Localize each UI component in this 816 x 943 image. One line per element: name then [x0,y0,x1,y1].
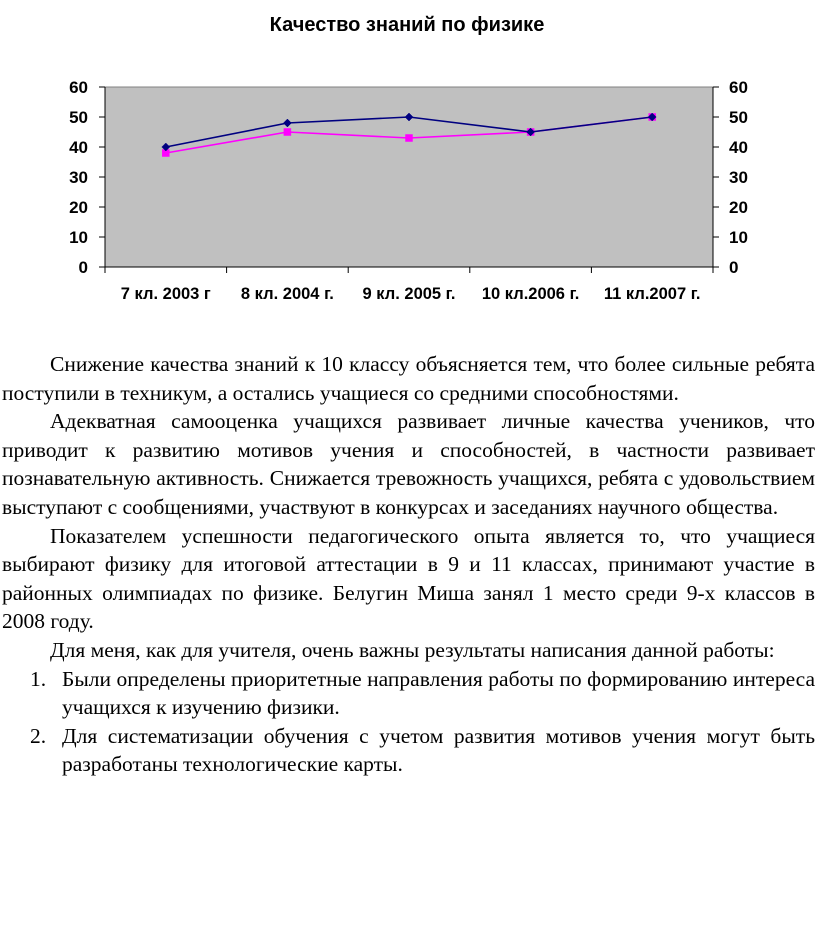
paragraph: Адекватная самооценка учащихся развивает личные качества учеников, что приводит к развитию мотивов учения и способностей, в частности развивает познавательную активность. Снижается тревожность учащихся, ребята с удовольствием выступают с сообщениями, участвуют в конкурсах и заседаниях научного общества. [2,409,815,519]
y-tick-label-right: 20 [729,198,748,217]
list-item-text: Для систематизации обучения с учетом развития мотивов учения могут быть разработаны технологические карты. [62,723,815,777]
x-category-label: 10 кл.2006 г. [481,285,580,303]
line-chart [0,0,816,320]
y-tick-label-right: 50 [729,108,748,127]
list-item-number: 1. [30,666,47,691]
list-item-text: Были определены приоритетные направления работы по формированию интереса учащихся к изучению физики. [62,666,815,720]
y-tick-label-right: 30 [729,168,748,187]
x-category-label: 11 кл.2007 г. [603,285,701,303]
y-tick-label-right: 40 [729,138,748,157]
y-tick-label-right: 60 [729,78,748,97]
y-tick-label-left: 10 [69,228,88,247]
y-tick-label-left: 40 [69,138,88,157]
x-category-label: 7 кл. 2003 г [120,285,211,303]
paragraph: Показателем успешности педагогического опыта является то, что учащиеся выбирают физику для итоговой аттестации в 9 и 11 классах, принимают участие в районных олимпиадах по физике. Белугин Миша занял 1 место среди 9-х классов в 2008 году. [2,523,815,634]
list-item [2,722,815,779]
y-tick-label-left: 0 [78,258,88,277]
y-tick-label-right: 10 [729,228,748,247]
y-tick-label-left: 60 [69,78,88,97]
document-body [2,350,815,779]
y-tick-label-left: 50 [69,108,88,127]
y-tick-label-left: 20 [69,198,88,217]
paragraph: Снижение качества знаний к 10 классу объясняется тем, что более сильные ребята поступили в техникум, а остались учащиеся со средними способностями. [2,352,815,405]
chart-title: Качество знаний по физике [269,14,545,36]
paragraph: Для меня, как для учителя, очень важны результаты написания данной работы: [50,637,775,662]
data-point [406,135,413,142]
chart [0,0,816,320]
x-category-label: 9 кл. 2005 г. [362,285,456,303]
list-item-number: 2. [30,723,47,748]
numbered-list [2,665,815,779]
x-category-label: 8 кл. 2004 г. [240,285,334,303]
y-tick-label-right: 0 [729,258,739,277]
y-tick-label-left: 30 [69,168,88,187]
list-item [2,665,815,722]
data-point [284,129,291,136]
